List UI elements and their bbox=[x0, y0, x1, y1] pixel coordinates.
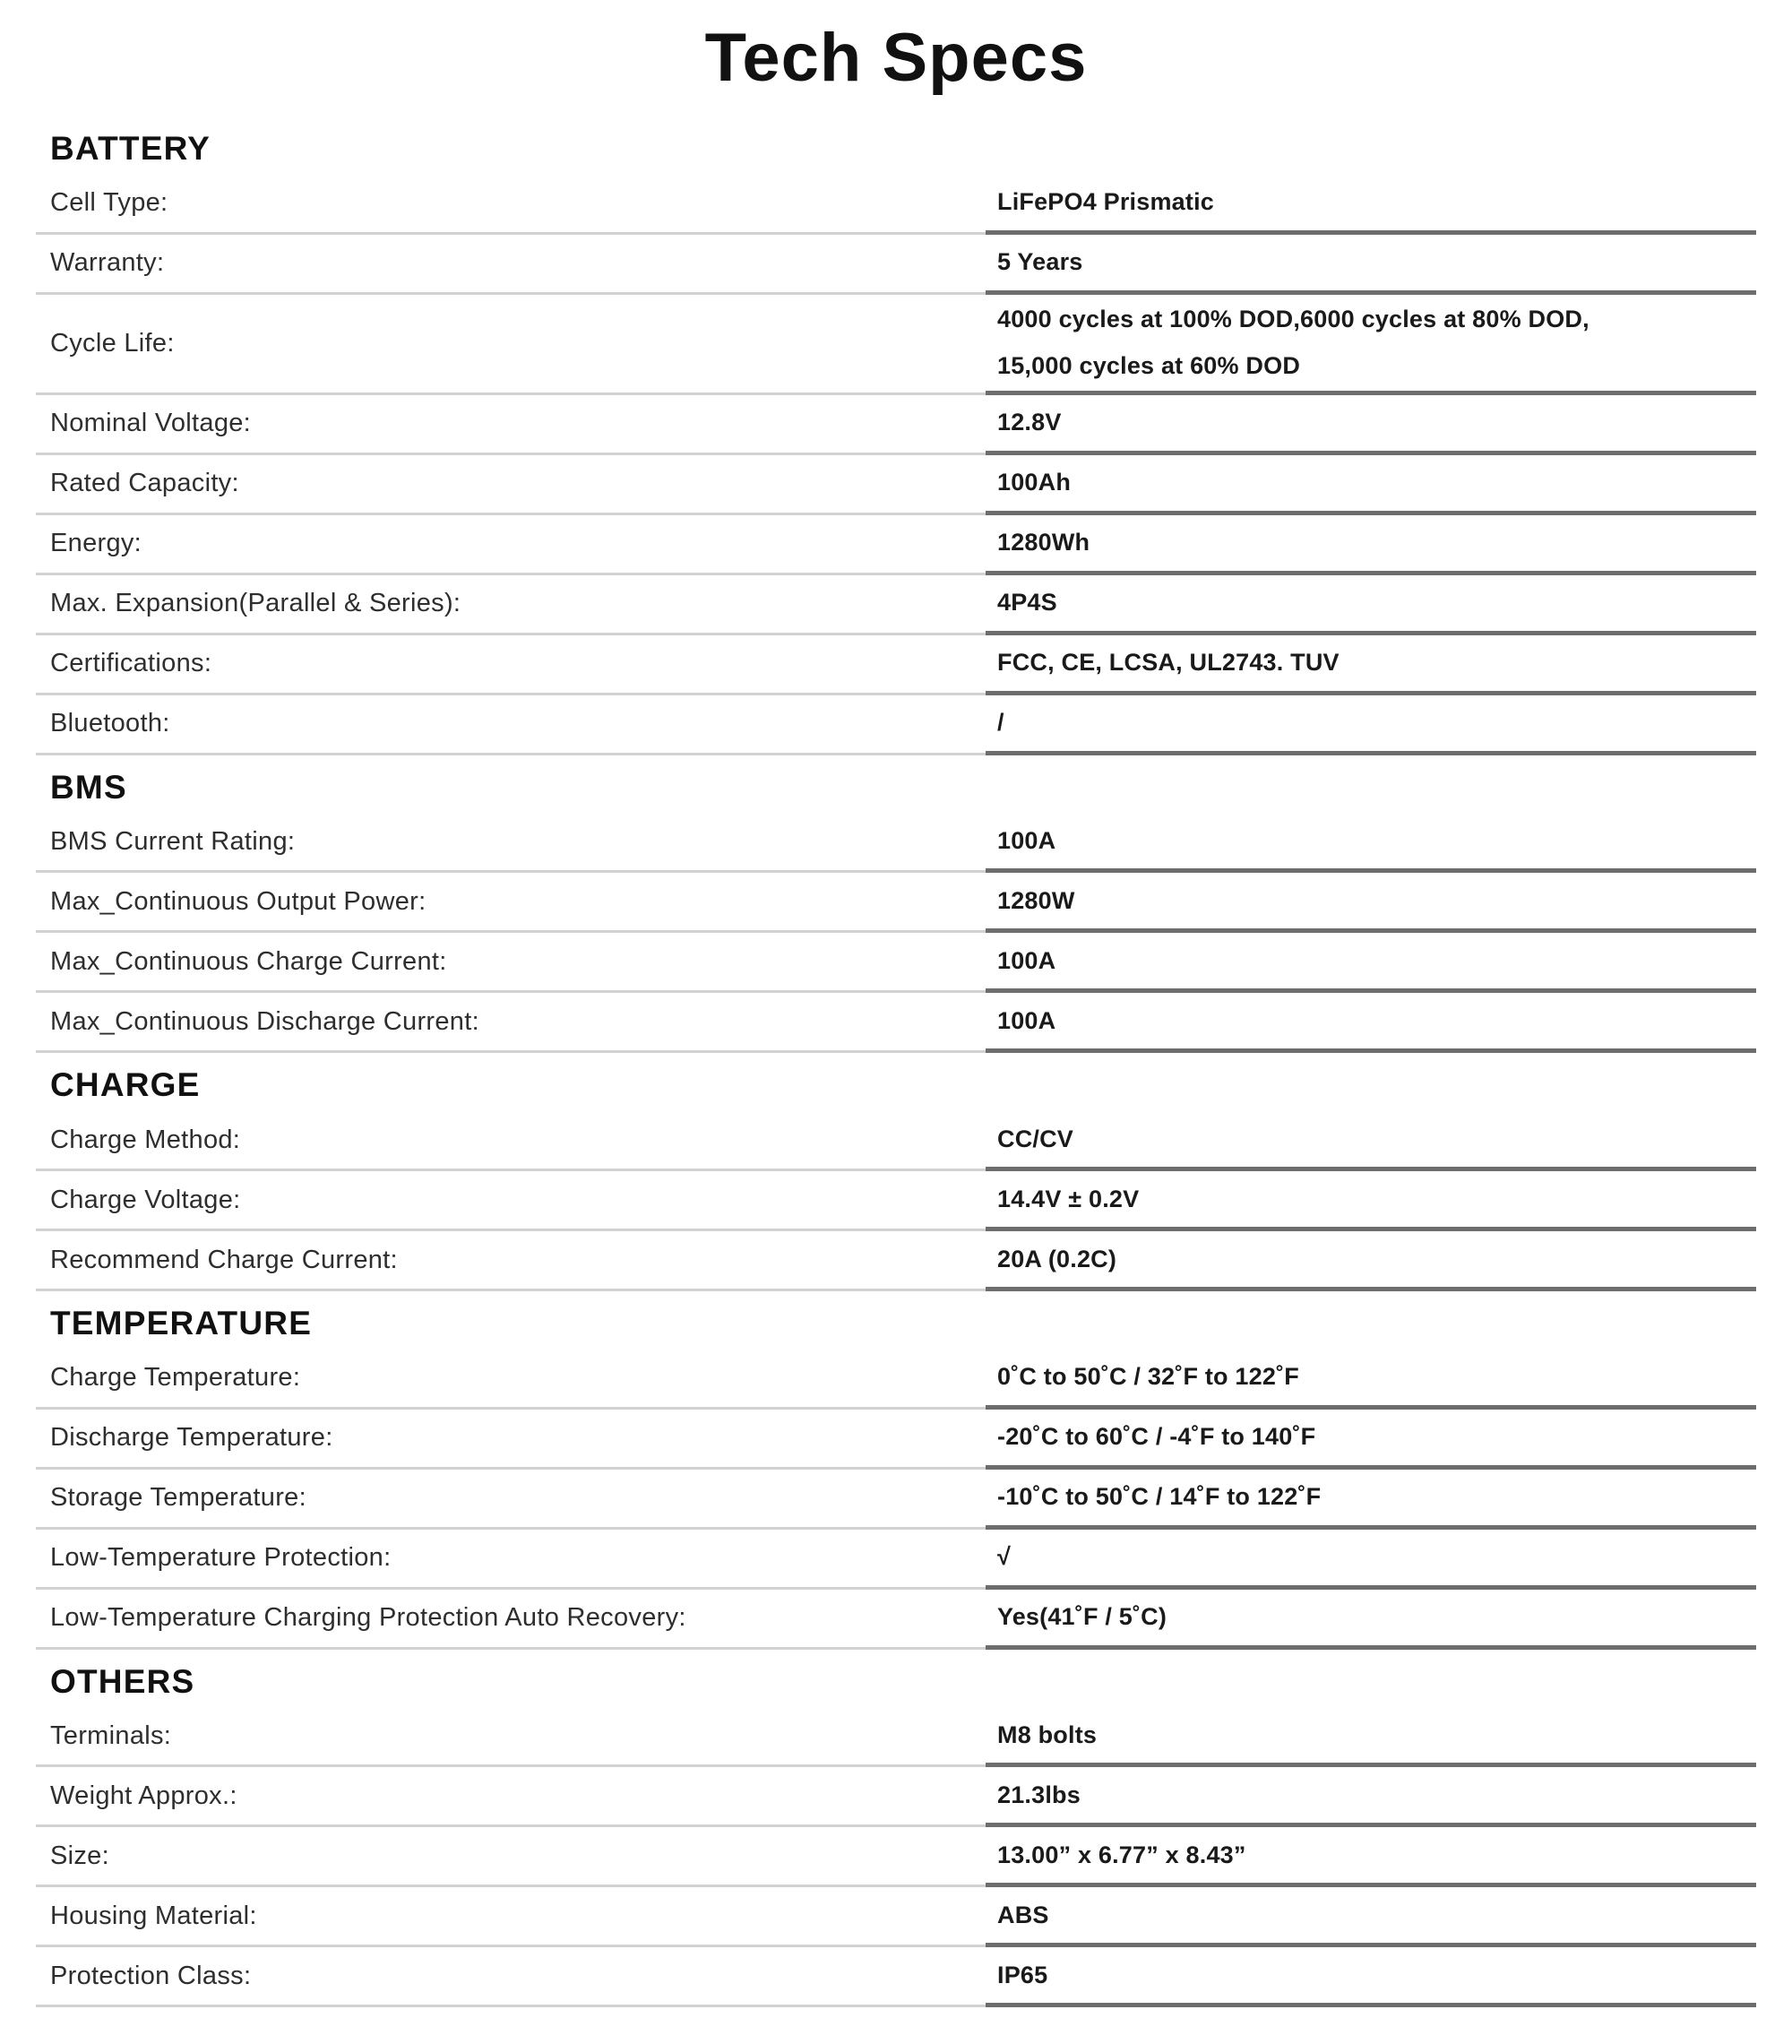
row-size bbox=[36, 1827, 1756, 1887]
spec-value-line: 4000 cycles at 100% DOD,6000 cycles at 80% DOD, bbox=[997, 305, 1590, 332]
row-weight-approx bbox=[36, 1767, 1756, 1827]
spec-value: 20A (0.2C) bbox=[986, 1231, 1756, 1291]
spec-label: Charge Voltage: bbox=[36, 1171, 986, 1231]
section-heading-others: OTHERS bbox=[50, 1662, 195, 1700]
spec-value: 1280Wh bbox=[986, 515, 1756, 575]
spec-label: Max. Expansion(Parallel & Series): bbox=[36, 575, 986, 635]
spec-value: 0˚C to 50˚C / 32˚F to 122˚F bbox=[986, 1350, 1756, 1410]
section-heading-charge: CHARGE bbox=[50, 1066, 201, 1104]
spec-label: Nominal Voltage: bbox=[36, 395, 986, 455]
spec-label: Recommend Charge Current: bbox=[36, 1231, 986, 1291]
spec-label: Charge Temperature: bbox=[36, 1350, 986, 1410]
row-charge-temperature bbox=[36, 1350, 1756, 1410]
row-max-continuous-discharge-current bbox=[36, 993, 1756, 1053]
spec-label: Weight Approx.: bbox=[36, 1767, 986, 1827]
row-charge-voltage bbox=[36, 1171, 1756, 1231]
spec-value bbox=[986, 295, 1756, 395]
spec-value: 13.00” x 6.77” x 8.43” bbox=[986, 1827, 1756, 1887]
section-heading-battery: BATTERY bbox=[50, 130, 211, 167]
row-energy bbox=[36, 515, 1756, 575]
spec-value: -20˚C to 60˚C / -4˚F to 140˚F bbox=[986, 1410, 1756, 1470]
spec-value: ABS bbox=[986, 1887, 1756, 1947]
row-rated-capacity bbox=[36, 455, 1756, 515]
spec-label: Energy: bbox=[36, 515, 986, 575]
spec-label: Size: bbox=[36, 1827, 986, 1887]
spec-label: Bluetooth: bbox=[36, 695, 986, 755]
row-protection-class bbox=[36, 1947, 1756, 2007]
spec-label: Certifications: bbox=[36, 635, 986, 695]
spec-value: LiFePO4 Prismatic bbox=[986, 175, 1756, 235]
section-heading-bms: BMS bbox=[50, 768, 127, 806]
row-max-continuous-output-power bbox=[36, 873, 1756, 933]
row-bms-current-rating bbox=[36, 813, 1756, 873]
row-storage-temperature bbox=[36, 1470, 1756, 1530]
spec-label: Storage Temperature: bbox=[36, 1470, 986, 1530]
row-max-expansion bbox=[36, 575, 1756, 635]
row-low-temperature-auto-recovery bbox=[36, 1590, 1756, 1650]
row-certifications bbox=[36, 635, 1756, 695]
spec-value: 100A bbox=[986, 993, 1756, 1053]
spec-value: Yes(41˚F / 5˚C) bbox=[986, 1590, 1756, 1650]
spec-value: FCC, CE, LCSA, UL2743. TUV bbox=[986, 635, 1756, 695]
spec-label: Max_Continuous Output Power: bbox=[36, 873, 986, 933]
row-warranty bbox=[36, 235, 1756, 295]
row-nominal-voltage bbox=[36, 395, 1756, 455]
spec-label: Warranty: bbox=[36, 235, 986, 295]
spec-value: IP65 bbox=[986, 1947, 1756, 2007]
spec-value-line: 15,000 cycles at 60% DOD bbox=[997, 352, 1301, 380]
spec-label: Low-Temperature Protection: bbox=[36, 1530, 986, 1590]
spec-value: CC/CV bbox=[986, 1111, 1756, 1171]
row-cell-type bbox=[36, 175, 1756, 235]
page-title: Tech Specs bbox=[704, 20, 1088, 96]
spec-label: Rated Capacity: bbox=[36, 455, 986, 515]
row-bluetooth bbox=[36, 695, 1756, 755]
spec-label: Charge Method: bbox=[36, 1111, 986, 1171]
spec-value: 5 Years bbox=[986, 235, 1756, 295]
spec-value: M8 bolts bbox=[986, 1707, 1756, 1767]
spec-value: √ bbox=[986, 1530, 1756, 1590]
spec-label: Cycle Life: bbox=[36, 295, 986, 395]
row-terminals bbox=[36, 1707, 1756, 1767]
spec-label: Protection Class: bbox=[36, 1947, 986, 2007]
row-housing-material bbox=[36, 1887, 1756, 1947]
row-cycle-life bbox=[36, 295, 1756, 395]
spec-value: 100Ah bbox=[986, 455, 1756, 515]
title-area bbox=[36, 0, 1756, 116]
spec-value: -10˚C to 50˚C / 14˚F to 122˚F bbox=[986, 1470, 1756, 1530]
spec-value: 1280W bbox=[986, 873, 1756, 933]
spec-value: 4P4S bbox=[986, 575, 1756, 635]
section-heading-temperature: TEMPERATURE bbox=[50, 1305, 313, 1342]
spec-label: BMS Current Rating: bbox=[36, 813, 986, 873]
spec-value: 21.3lbs bbox=[986, 1767, 1756, 1827]
spec-value: 14.4V ± 0.2V bbox=[986, 1171, 1756, 1231]
spec-label: Low-Temperature Charging Protection Auto Recovery: bbox=[36, 1590, 986, 1650]
row-max-continuous-charge-current bbox=[36, 933, 1756, 993]
spec-label: Cell Type: bbox=[36, 175, 986, 235]
spec-label: Max_Continuous Charge Current: bbox=[36, 933, 986, 993]
spec-label: Housing Material: bbox=[36, 1887, 986, 1947]
spec-value: 100A bbox=[986, 933, 1756, 993]
row-discharge-temperature bbox=[36, 1410, 1756, 1470]
spec-label: Max_Continuous Discharge Current: bbox=[36, 993, 986, 1053]
spec-label: Discharge Temperature: bbox=[36, 1410, 986, 1470]
row-recommend-charge-current bbox=[36, 1231, 1756, 1291]
spec-label: Terminals: bbox=[36, 1707, 986, 1767]
row-low-temperature-protection bbox=[36, 1530, 1756, 1590]
spec-value: 12.8V bbox=[986, 395, 1756, 455]
spec-value: / bbox=[986, 695, 1756, 755]
row-charge-method bbox=[36, 1111, 1756, 1171]
spec-value: 100A bbox=[986, 813, 1756, 873]
